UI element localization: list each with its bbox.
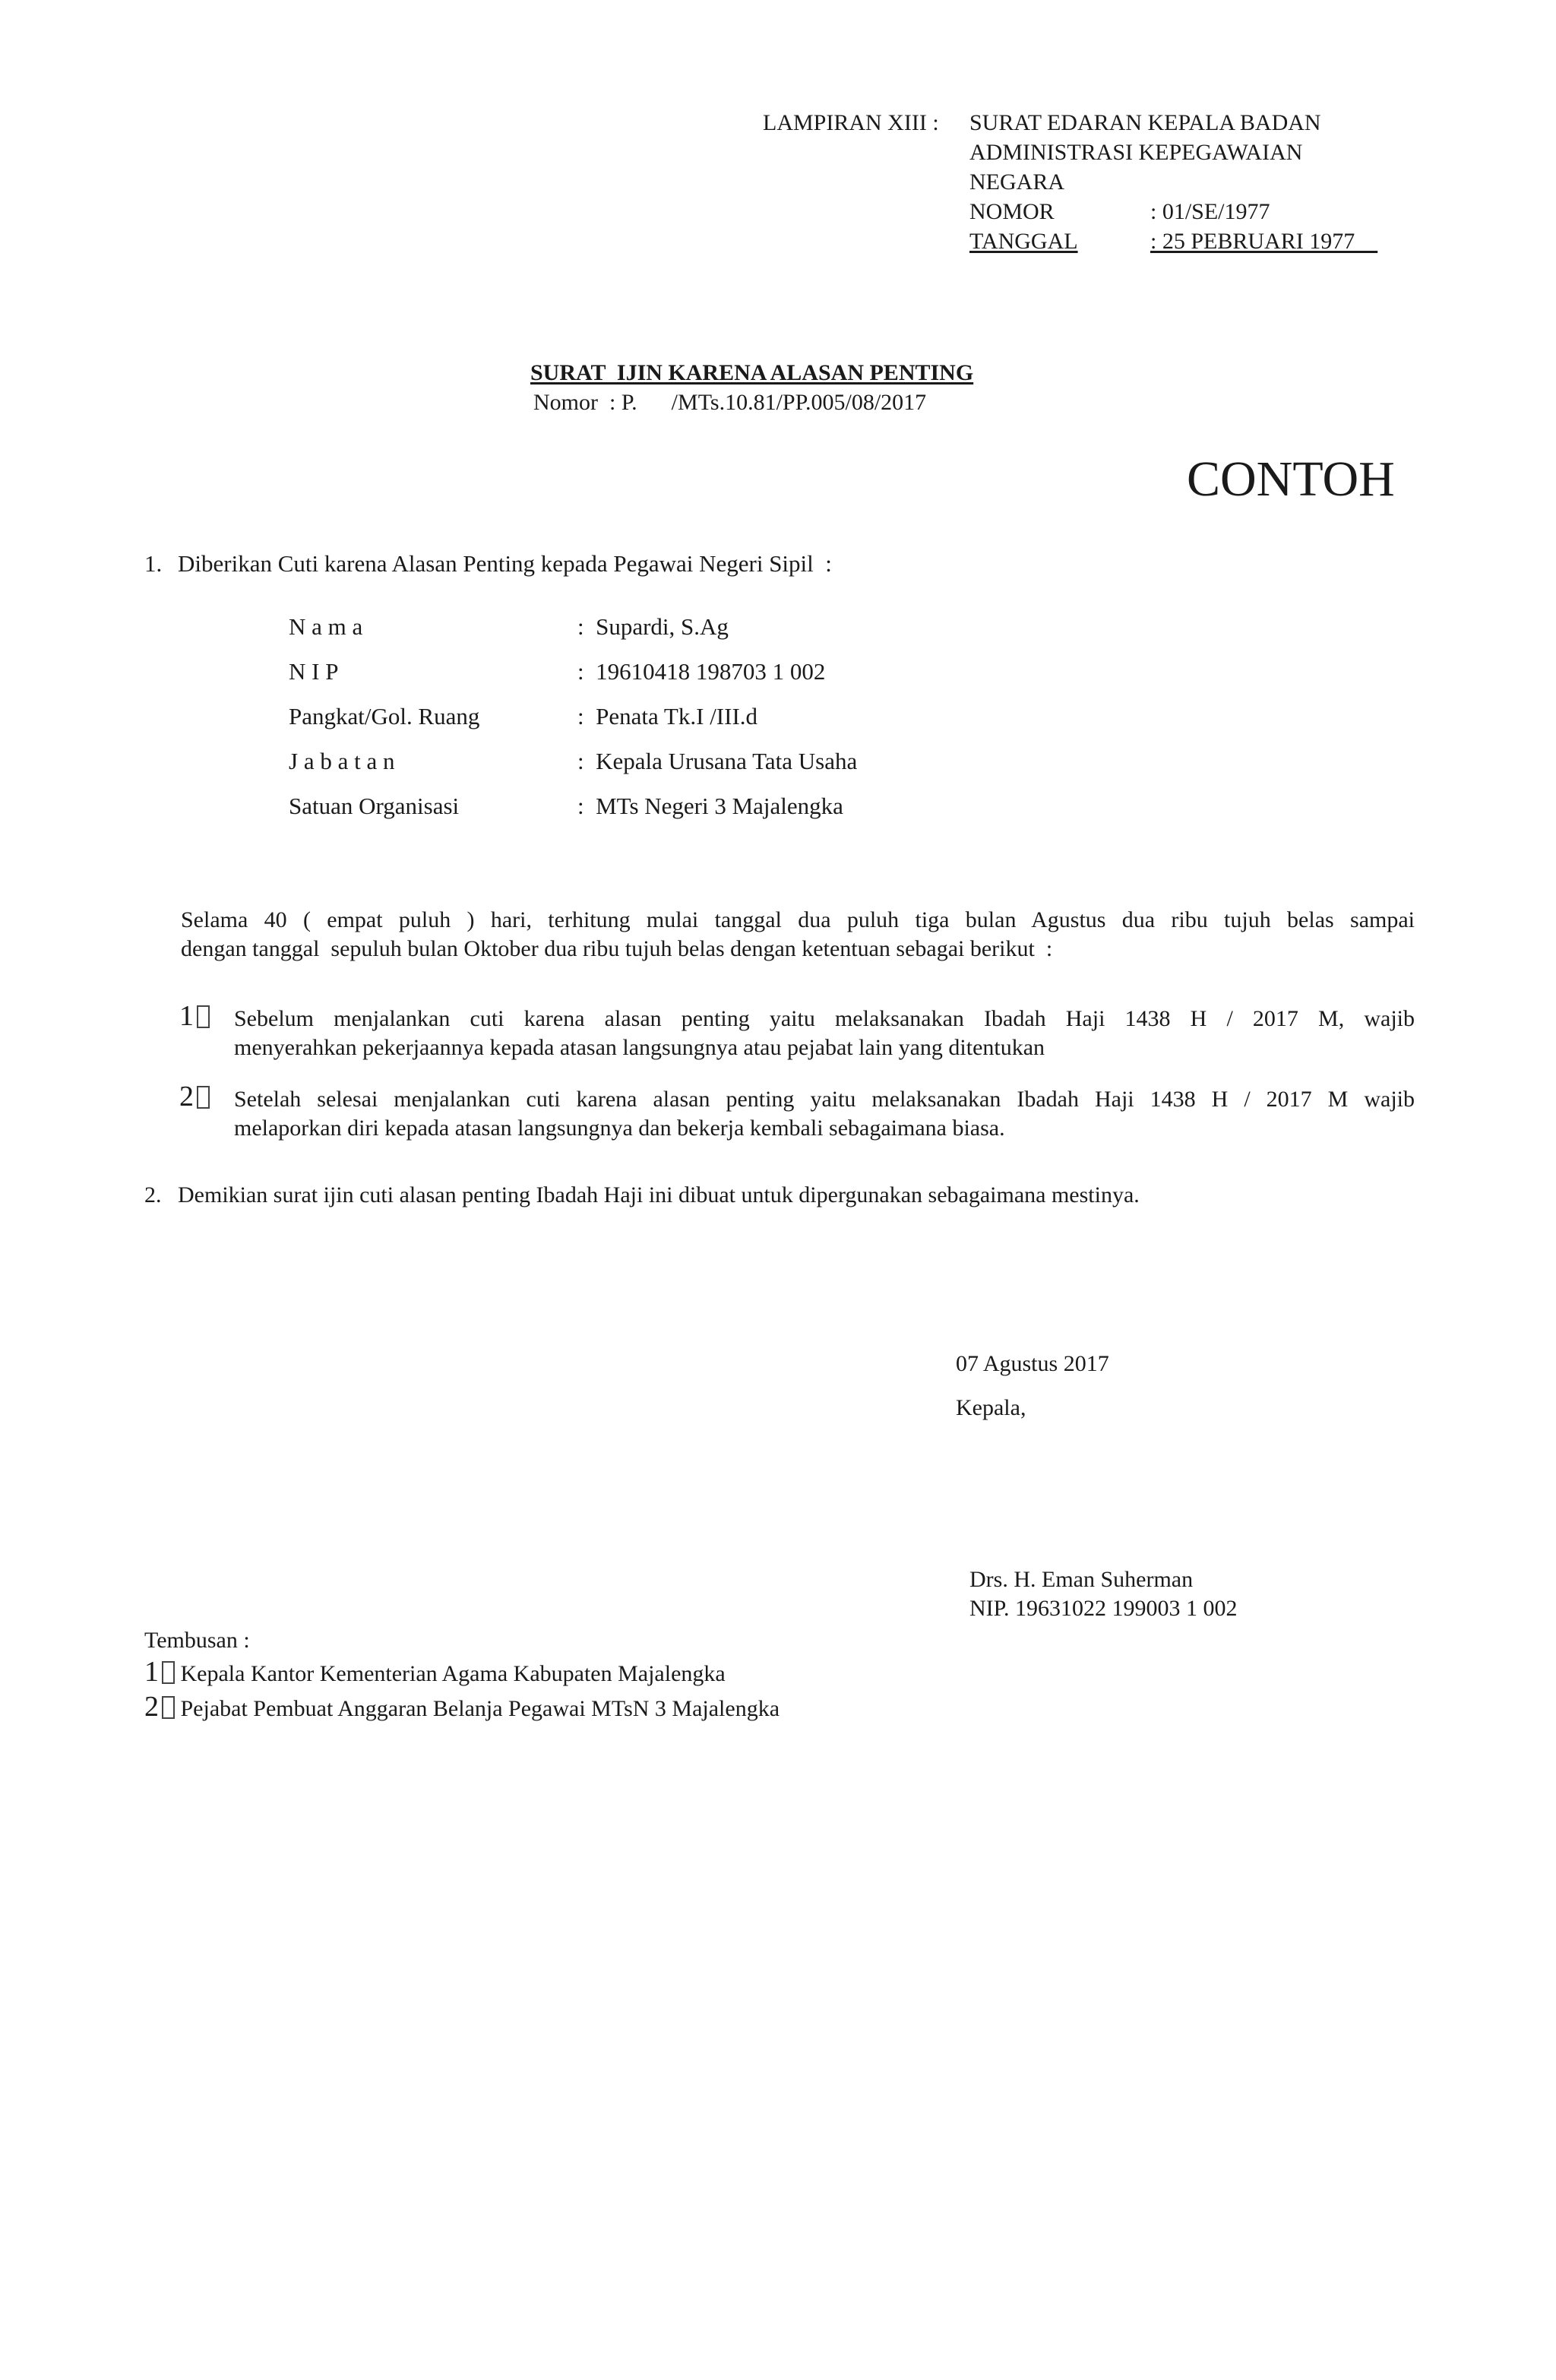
tembusan-item-2-text: Pejabat Pembuat Anggaran Belanja Pegawai MTsN 3 Majalengka (180, 1696, 780, 1721)
field-nip-label: N I P (289, 658, 339, 685)
lampiran-label: LAMPIRAN XIII : (763, 110, 939, 135)
lampiran-nomor-value: : 01/SE/1977 (1150, 199, 1270, 224)
condition-2-line-2: melaporkan diri kepada atasan langsungnya dan bekerja kembali sebagaimana biasa. (234, 1116, 1005, 1141)
signature-title: Kepala, (956, 1395, 1026, 1420)
item-2-text: Demikian surat ijin cuti alasan penting Ibadah Haji ini dibuat untuk dipergunakan sebagaimana mestinya. (178, 1182, 1140, 1207)
field-satuan-value: : MTs Negeri 3 Majalengka (577, 793, 843, 819)
checkbox-placeholder-icon (197, 1005, 210, 1028)
condition-1-number: 1 (179, 1000, 194, 1032)
condition-2-marker (179, 1082, 210, 1111)
field-nama-value: : Supardi, S.Ag (577, 613, 729, 640)
item-2-number: 2. (144, 1182, 162, 1207)
tembusan-item-1-text: Kepala Kantor Kementerian Agama Kabupaten Majalengka (180, 1661, 726, 1686)
lampiran-nomor-key: NOMOR (969, 199, 1055, 224)
condition-1-line-1: Sebelum menjalankan cuti karena alasan penting yaitu melaksanakan Ibadah Haji 1438 H / 2017 M, wajib (234, 1006, 1415, 1031)
tembusan-item-1 (144, 1654, 726, 1692)
tembusan-item-1-number: 1 (144, 1656, 159, 1688)
item-1-number: 1. (144, 550, 163, 577)
checkbox-placeholder-icon (162, 1661, 175, 1684)
tembusan-item-2 (144, 1688, 780, 1727)
signature-date: 07 Agustus 2017 (956, 1351, 1109, 1376)
field-nip-value: : 19610418 198703 1 002 (577, 658, 826, 685)
tembusan-item-2-number: 2 (144, 1691, 159, 1723)
condition-2-number: 2 (179, 1081, 194, 1112)
lampiran-tanggal-key: TANGGAL (969, 229, 1078, 254)
checkbox-placeholder-icon (197, 1086, 210, 1109)
item-1-text: Diberikan Cuti karena Alasan Penting kepada Pegawai Negeri Sipil : (178, 550, 832, 577)
duration-paragraph-line-2: dengan tanggal sepuluh bulan Oktober dua ribu tujuh belas dengan ketentuan sebagai berikut : (181, 936, 1053, 961)
lampiran-tanggal-value: : 25 PEBRUARI 1977 (1150, 229, 1378, 254)
duration-paragraph-line-1: Selama 40 ( empat puluh ) hari, terhitung mulai tanggal dua puluh tiga bulan Agustus dua ribu tujuh belas sampai (181, 907, 1415, 932)
lampiran-line-3: NEGARA (969, 169, 1064, 195)
contoh-label: CONTOH (1187, 451, 1395, 507)
lampiran-line-2: ADMINISTRASI KEPEGAWAIAN (969, 140, 1303, 165)
condition-1-line-2: menyerahkan pekerjaannya kepada atasan langsungnya atau pejabat lain yang ditentukan (234, 1035, 1045, 1060)
field-pangkat-label: Pangkat/Gol. Ruang (289, 703, 480, 730)
signature-nip: NIP. 19631022 199003 1 002 (969, 1596, 1238, 1621)
condition-1-marker (179, 1002, 210, 1030)
lampiran-line-1: SURAT EDARAN KEPALA BADAN (969, 110, 1321, 135)
field-jabatan-value: : Kepala Urusana Tata Usaha (577, 748, 858, 774)
field-satuan-label: Satuan Organisasi (289, 793, 460, 819)
condition-2-line-1: Setelah selesai menjalankan cuti karena alasan penting yaitu melaksanakan Ibadah Haji 1438 H / 2017 M wajib (234, 1087, 1415, 1112)
field-nama-label: N a m a (289, 613, 363, 640)
checkbox-placeholder-icon (162, 1696, 175, 1719)
signature-name: Drs. H. Eman Suherman (969, 1567, 1194, 1592)
document-title: SURAT IJIN KARENA ALASAN PENTING (530, 360, 974, 385)
tembusan-label: Tembusan : (144, 1628, 250, 1653)
field-pangkat-value: : Penata Tk.I /III.d (577, 703, 758, 730)
field-jabatan-label: J a b a t a n (289, 748, 395, 774)
document-number: Nomor : P. /MTs.10.81/PP.005/08/2017 (533, 390, 927, 415)
